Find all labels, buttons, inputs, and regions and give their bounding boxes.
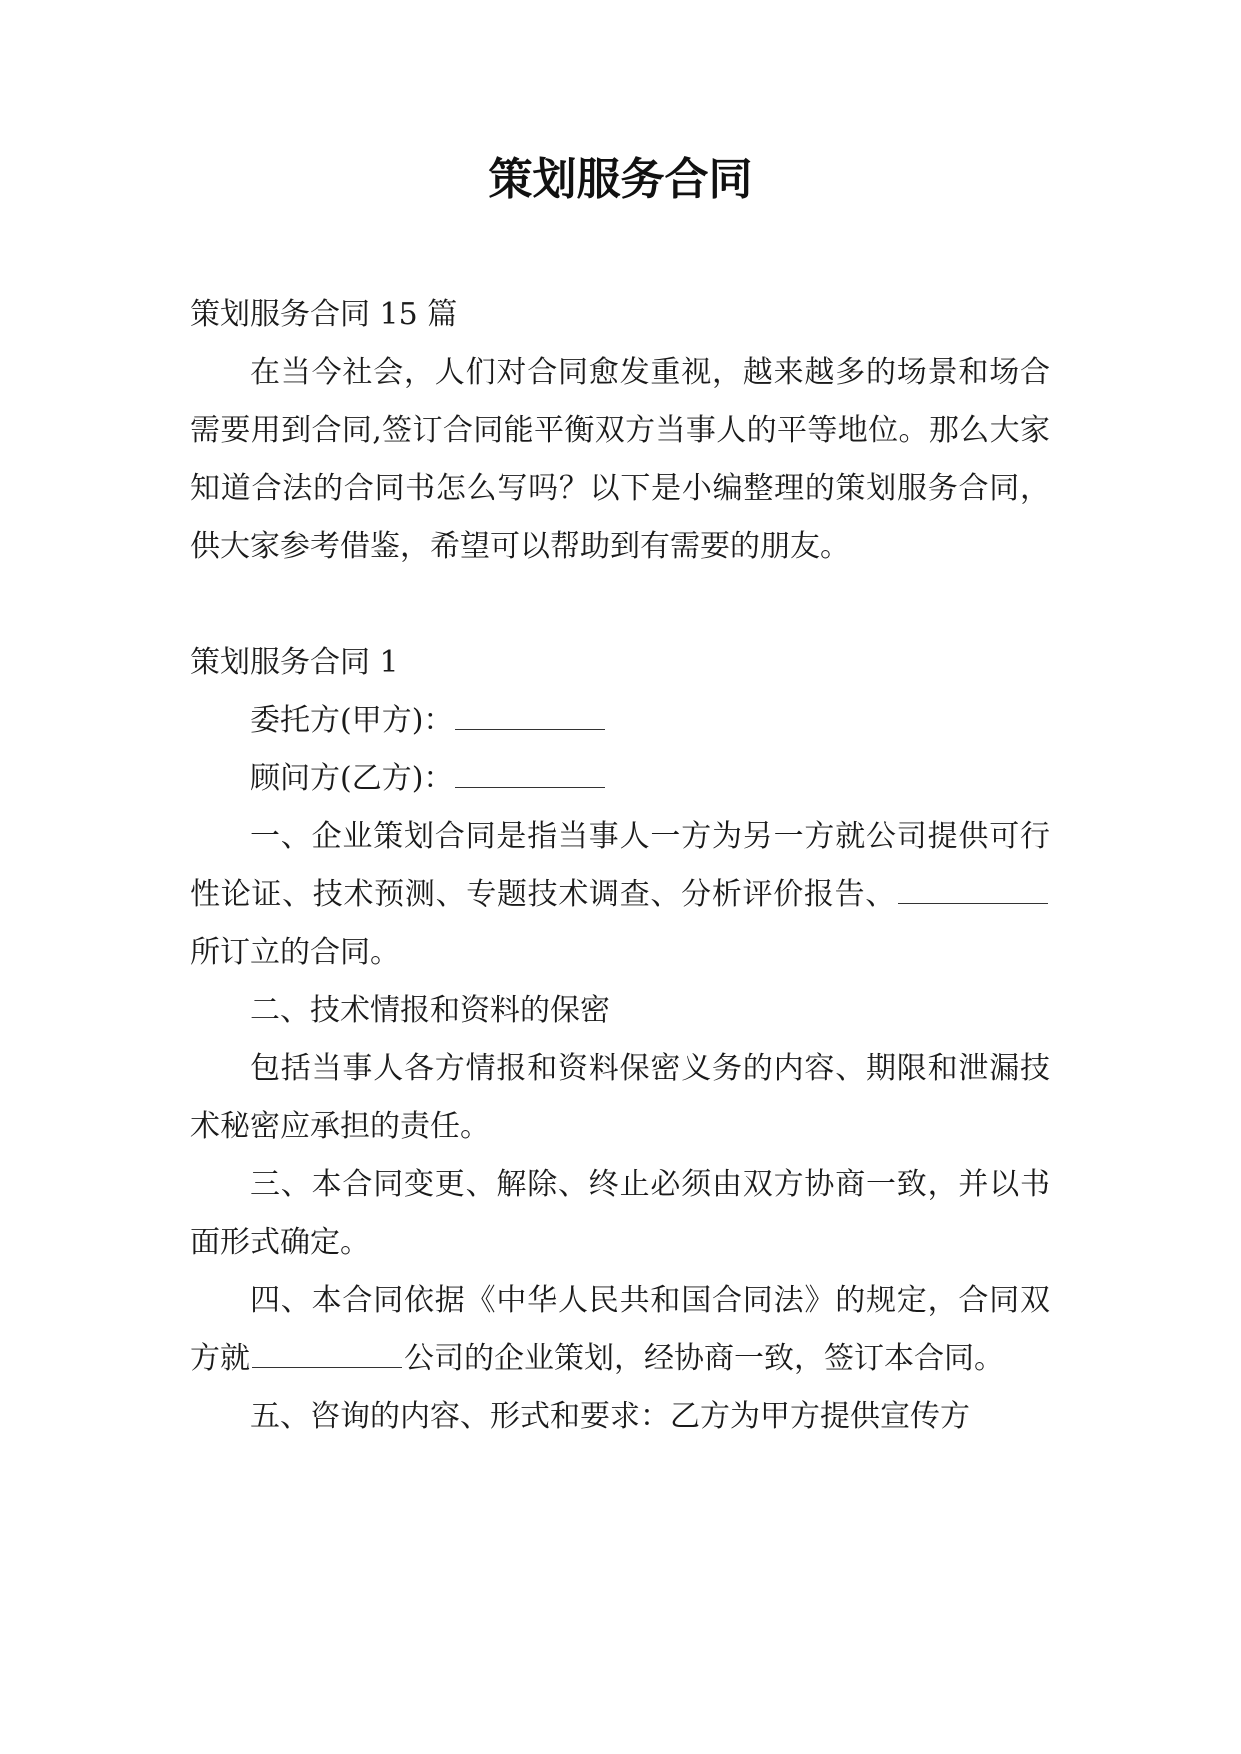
document-title: 策划服务合同: [488, 154, 753, 205]
consultant-name-blank: [455, 751, 605, 788]
paragraph-spacer: [190, 576, 1050, 634]
client-line: [190, 692, 1050, 750]
clause-1-text: 一、企业策划合同是指当事人一方为另一方就公司提供可行性论证、技术预测、专题技术调查、分析评价报告、: [190, 819, 1050, 912]
clause-3: 三、本合同变更、解除、终止必须由双方协商一致，并以书面形式确定。: [190, 1167, 1050, 1260]
intro-paragraph: 在当今社会，人们对合同愈发重视，越来越多的场景和场合需要用到合同,签订合同能平衡双方当事人的平等地位。那么大家知道合法的合同书怎么写吗？以下是小编整理的策划服务合同，供大家参考借鉴，希望可以帮助到有需要的朋友。: [190, 355, 1050, 564]
clause-4-tail: 公司的企业策划，经协商一致，签订本合同。: [404, 1341, 1004, 1376]
clause-4: [190, 1272, 1050, 1388]
clause-1-tail: 所订立的合同。: [190, 935, 400, 970]
document-body: [190, 286, 1050, 1446]
clause-2-body: 包括当事人各方情报和资料保密义务的内容、期限和泄漏技术秘密应承担的责任。: [190, 1051, 1050, 1144]
consultant-line: [190, 750, 1050, 808]
clause-2-title: 二、技术情报和资料的保密: [250, 993, 610, 1028]
clause-4-blank: [252, 1331, 402, 1368]
document-subtitle: 策划服务合同 15 篇: [190, 297, 458, 332]
clause-5: 五、咨询的内容、形式和要求：乙方为甲方提供宣传方: [250, 1399, 970, 1434]
clause-4-text: 四、本合同依据《中华人民共和国合同法》的规定，合同双方就: [190, 1283, 1050, 1376]
consultant-label: 顾问方(乙方)：: [250, 761, 454, 796]
client-label: 委托方(甲方)：: [250, 703, 454, 738]
client-name-blank: [455, 693, 605, 730]
clause-1-blank: [898, 867, 1048, 904]
clause-1: [190, 808, 1050, 982]
section-title: 策划服务合同 1: [190, 645, 399, 680]
